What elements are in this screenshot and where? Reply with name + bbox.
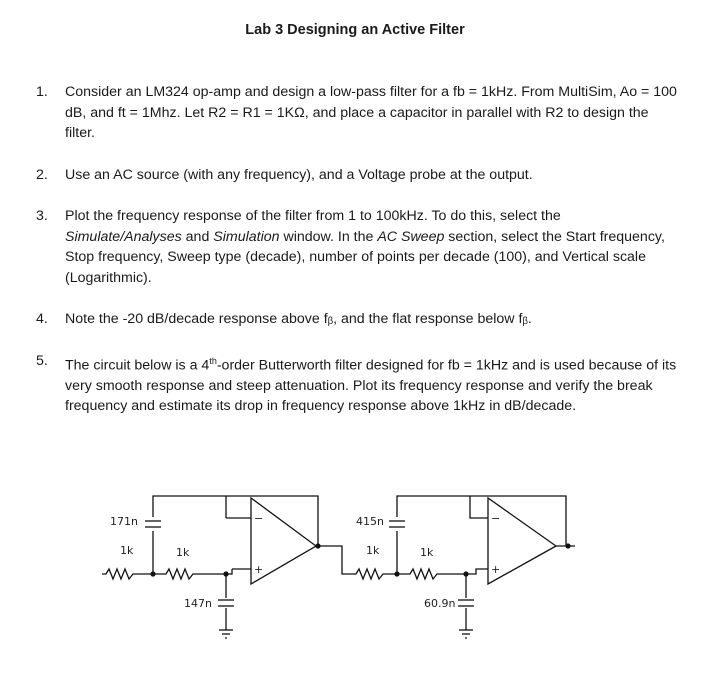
list-item	[36, 351, 678, 417]
list-item	[36, 165, 678, 186]
resistor-label: 1k	[420, 546, 434, 559]
cap-label: 147n	[184, 597, 212, 610]
item-text: Plot the frequency response of the filter from 1 to 100kHz. To do this, select the Simulate/Analyses and Simulation window. In the AC Sweep section, select the Start frequency, Stop frequency, Sweep type (decade), number of points per decade (100), and Vertical scale (Logarithmic).	[65, 208, 665, 286]
cap-label: 415n	[356, 515, 384, 528]
resistor-r1-stage1	[102, 569, 153, 579]
stage-2	[352, 496, 575, 638]
item-text: Note the -20 dB/decade response above fᵦ, and the flat response below fᵦ.	[65, 311, 532, 327]
list-item	[36, 309, 678, 330]
item-text: Consider an LM324 op-amp and design a low-pass filter for a fb = 1kHz. From MultiSim, Ao = 100 dB, and ft = 1Mhz. Let R2 = R1 = 1KΩ, and place a capacitor in parallel with R2 to design the filter.	[65, 84, 677, 141]
resistor-r1-stage2	[352, 569, 397, 579]
stage-1	[102, 496, 321, 638]
list-item	[36, 82, 678, 144]
item-number: 5.	[36, 352, 48, 369]
opamp-plus-label: +	[254, 563, 264, 576]
opamp-minus-label: −	[491, 512, 501, 525]
resistor-label: 1k	[176, 546, 190, 559]
cap-label: 171n	[110, 515, 138, 528]
item-number: 1.	[36, 84, 48, 100]
item-number: 3.	[36, 208, 48, 224]
item-text: Use an AC source (with any frequency), and a Voltage probe at the output.	[65, 166, 533, 183]
item-number: 2.	[36, 166, 48, 183]
list-item	[36, 206, 678, 288]
item-text: The circuit below is a 4th-order Butterworth filter designed for fb = 1kHz and is used because of its very smooth response and steep attenuation. Plot its frequency response and verify the break frequency and estimate its drop in frequency response above 1kHz in dB/decade.	[65, 355, 677, 415]
resistor-r2-stage2	[397, 569, 466, 579]
page-title: Lab 3 Designing an Active Filter	[245, 22, 465, 38]
opamp-minus-label: −	[254, 512, 264, 525]
butterworth-filter-schematic	[0, 470, 710, 680]
resistor-label: 1k	[366, 544, 380, 557]
opamp-plus-label: +	[491, 563, 501, 576]
item-number: 4.	[36, 311, 48, 327]
instruction-list	[36, 82, 678, 438]
resistor-label: 1k	[120, 544, 134, 557]
resistor-r2-stage1	[153, 569, 226, 579]
cap-label: 60.9n	[424, 597, 456, 610]
